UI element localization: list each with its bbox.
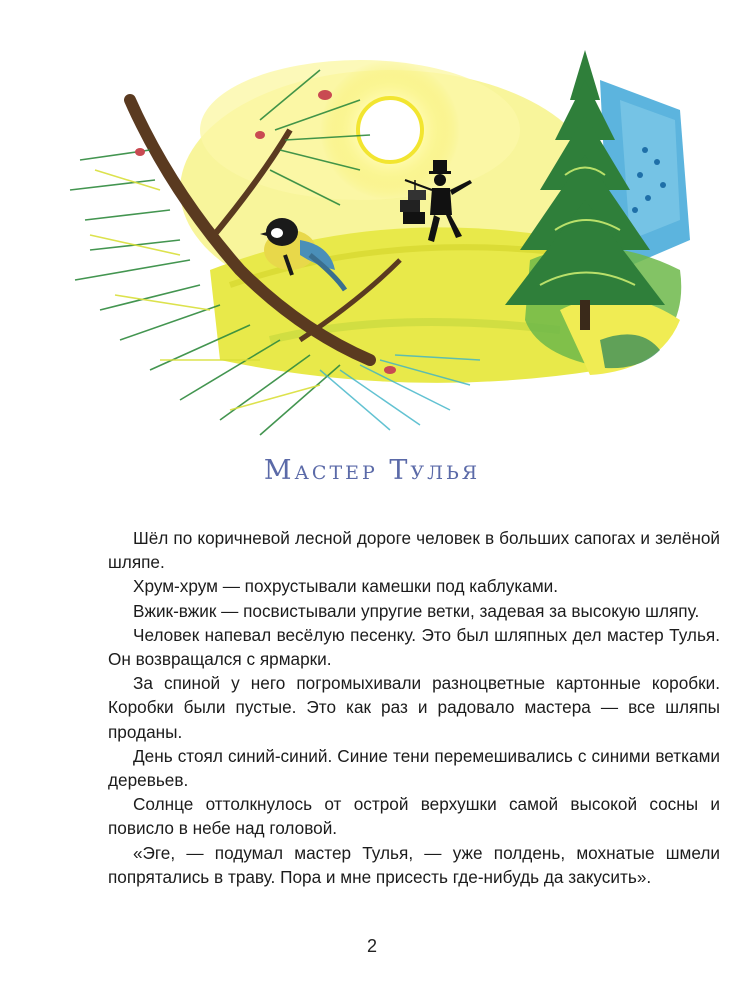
paragraph: За спиной у него погромыхивали разноцветные картонные коробки. Коробки были пустые. Это как раз и радовало мастера — все шляпы проданы.: [108, 673, 720, 742]
paragraph: Хрум-хрум — похрустывали камешки под каблуками.: [133, 576, 559, 597]
forest-illustration: [60, 40, 700, 450]
story-title: Мастер Тулья: [263, 455, 481, 486]
story-text: [108, 526, 720, 889]
paragraph: Человек напевал весёлую песенку. Это был шляпных дел мастер Тулья. Он возвращался с ярмарки.: [108, 624, 720, 670]
paragraph: День стоял синий-синий. Синие тени перемешивались с синими ветками деревьев.: [108, 745, 720, 791]
paragraph: Солнце оттолкнулось от острой верхушки самой высокой сосны и повисло в небе над головой.: [108, 794, 720, 839]
paragraph: Шёл по коричневой лесной дороге человек в больших сапогах и зелёной шляпе.: [108, 528, 720, 573]
paragraph: «Эге, — подумал мастер Тулья, — уже полдень, мохнатые шмели попрятались в траву. Пора и мне присесть где-нибудь да закусить».: [108, 842, 720, 887]
page-number: 2: [366, 936, 377, 956]
paragraph: Вжик-вжик — посвистывали упругие ветки, задевая за высокую шляпу.: [133, 600, 700, 621]
